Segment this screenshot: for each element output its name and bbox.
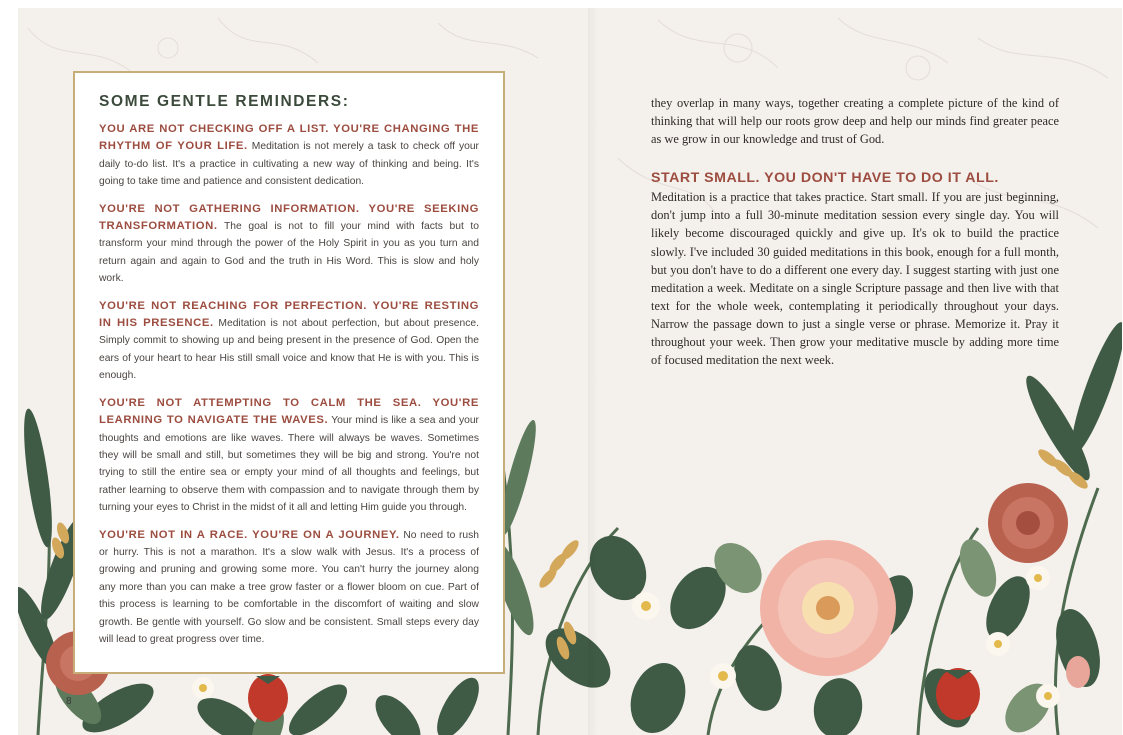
reminder-heading: YOU'RE NOT IN A RACE. YOU'RE ON A JOURNEY. <box>99 528 400 541</box>
reminder-body: Your mind is like a sea and your thoughts and emotions are like waves. There will always be waves. Sometimes they will be small and still, but sometimes they will be big and strong. You're not trying to still the entire sea or empty your mind of all thoughts and feelings, but rather learning to observe them with compassion and to navigate through them by turning your eyes to Christ in the midst of it all and letting Him guide you through. <box>99 415 479 514</box>
page-number: 8 <box>66 696 72 707</box>
reminders-title: SOME GENTLE REMINDERS: <box>99 93 350 110</box>
reminder-body: The goal is not to fill your mind with facts but to transform your mind through the power of the Holy Spirit in you as you turn and return again and again to God and the truth in His Word. This is slow and holy work. <box>99 221 479 285</box>
reminder-heading: YOU ARE NOT CHECKING OFF A LIST. YOU'RE CHANGING THE RHYTHM OF YOUR LIFE. <box>99 123 479 153</box>
reminder-body: Meditation is not about perfection, but about presence. Simply commit to showing up and being present in the presence of God. Open the ears of your heart to hear His still small voice and know that He is with you. This is enough. <box>99 318 479 382</box>
reminder-heading: YOU'RE NOT GATHERING INFORMATION. YOU'RE SEEKING TRANSFORMATION. <box>99 202 479 233</box>
gentle-reminders-box <box>73 71 505 674</box>
reminder-body: Meditation is not merely a task to check off your daily to-do list. It's a practice in cultivating a new way of thinking and being. It's going to take time and patience and consistent dedication. <box>99 141 479 188</box>
reminder-body: No need to rush or hurry. This is not a marathon. It's a slow walk with Jesus. It's a process of growing and pruning and growing some more. You can't hurry the journey along any more than you can make a tree grow faster or a flower bloom on cue. Part of this process is learning to be comfortable in the discomfort of waiting and slow growth. Be gentle with yourself. Go slow and be consistent. Small steps every day will lead to great progress over time. <box>99 529 479 645</box>
reminder-heading: YOU'RE NOT REACHING FOR PERFECTION. YOU'RE RESTING IN HIS PRESENCE. <box>99 299 479 330</box>
reminder-heading: YOU'RE NOT ATTEMPTING TO CALM THE SEA. YOU'RE LEARNING TO NAVIGATE THE WAVES. <box>99 396 479 427</box>
body-paragraph: Meditation is a practice that takes practice. Start small. If you are just beginning, don't jump into a full 30-minute meditation session every single day. You will likely become discouraged quickly and give up. It's ok to build the practice slowly. I've included 30 guided meditations in this book, enough for a full month, but you don't have to do a different one every day. I suggest starting with just one meditation a week. Meditate on a single Scripture passage and then live with that text for the whole week, contemplating it periodically throughout your days. Narrow the passage down to just a single verse or phrase. Memorize it. Pray it throughout your week. Then grow your meditative muscle by adding more time of focused meditation the next week. <box>651 190 1059 368</box>
book-spine-shadow <box>588 8 598 735</box>
reminder-item <box>99 121 479 191</box>
book-spread <box>18 8 1122 735</box>
right-page-text <box>651 94 1059 369</box>
reminder-item <box>99 201 479 288</box>
reminder-item <box>99 298 479 385</box>
reminder-item <box>99 527 479 649</box>
reminder-item <box>99 395 479 517</box>
section-heading: START SMALL. YOU DON'T HAVE TO DO IT ALL. <box>651 170 999 187</box>
intro-paragraph: they overlap in many ways, together creating a complete picture of the kind of thinking that will help our roots grow deep and help our minds find greater peace as we grow in our knowledge and trust of God. <box>651 96 1059 147</box>
